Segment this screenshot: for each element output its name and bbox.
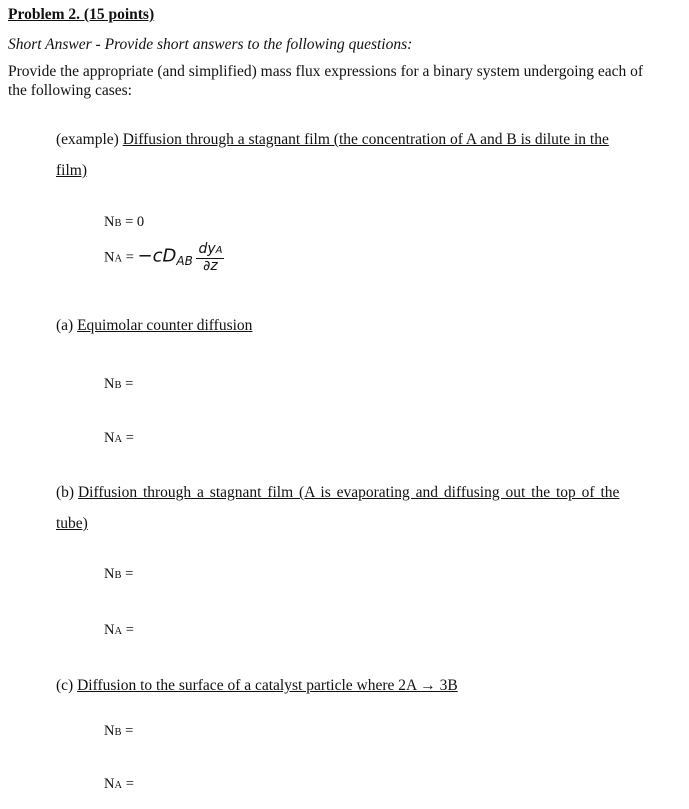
part-a-na: NA = <box>104 430 134 446</box>
part-b-nb: NB = <box>104 566 134 582</box>
na-expression: −cD <box>137 245 177 267</box>
na-subscript: A <box>114 253 123 265</box>
nb-value: = 0 <box>121 214 145 230</box>
part-c-prefix: (c) <box>56 677 78 694</box>
na-symbol: N <box>104 249 115 266</box>
na-expression-subscript: AB <box>176 254 193 269</box>
part-b-na: NA = <box>104 622 134 638</box>
na-equals: = <box>122 249 138 266</box>
example-case: Diffusion through a stagnant film (the concentration of A and B is dilute in the film) <box>56 131 609 179</box>
part-a-prefix: (a) <box>56 317 78 334</box>
part-a-case: Equimolar counter diffusion <box>77 317 253 334</box>
example-prefix: (example) <box>56 131 123 148</box>
problem-intro: Provide the appropriate (and simplified) mass flux expressions for a binary system undergoing each of the following cases: <box>8 63 644 99</box>
part-c-case: Diffusion to the surface of a catalyst particle where 2A → 3B <box>77 677 458 694</box>
part-c-na: NA = <box>104 776 134 792</box>
nb-subscript: B <box>114 218 122 229</box>
part-a-nb: NB = <box>104 376 134 392</box>
fraction-numerator: dyA <box>198 241 223 257</box>
part-c-nb: NB = <box>104 723 134 739</box>
derivative-fraction <box>196 242 224 274</box>
example-na-equation <box>104 242 224 274</box>
short-answer-instruction: Short Answer - Provide short answers to the following questions: <box>8 36 413 53</box>
part-c-heading <box>56 677 458 695</box>
fraction-denominator: ∂z <box>203 258 218 274</box>
example-heading <box>56 124 641 186</box>
part-b-case: Diffusion through a stagnant film (A is evaporating and diffusing out the top of the tube) <box>56 484 620 532</box>
example-nb-equation <box>104 214 144 231</box>
nb-symbol: N <box>104 214 115 230</box>
part-b-prefix: (b) <box>56 484 78 501</box>
part-a-heading <box>56 317 252 335</box>
part-b-heading <box>56 477 646 539</box>
problem-title: Problem 2. (15 points) <box>8 6 155 23</box>
